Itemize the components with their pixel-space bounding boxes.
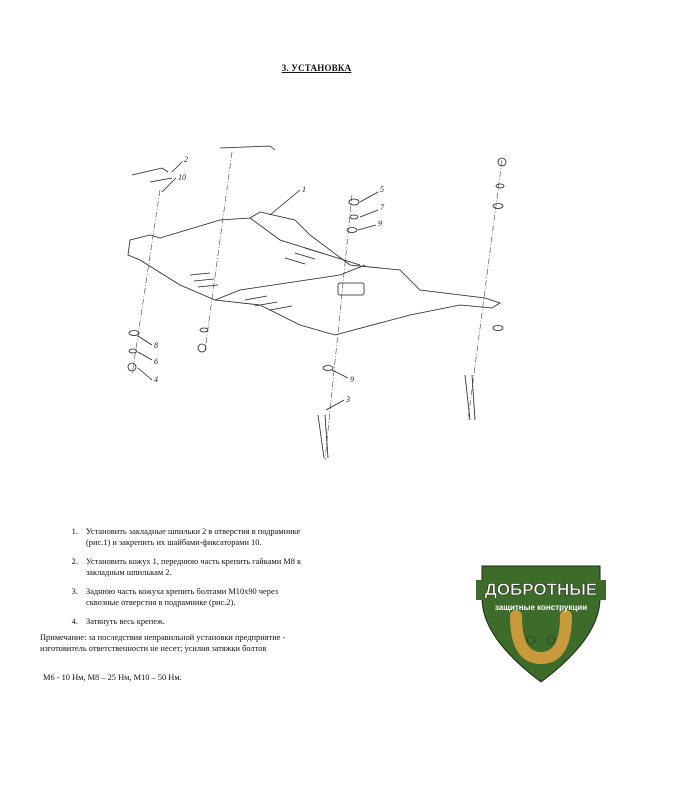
torque-values: М6 - 10 Нм, М8 – 25 Нм, М10 – 50 Нм.: [43, 673, 182, 682]
callout-5: 5: [380, 185, 384, 194]
installation-steps: [40, 526, 310, 635]
callout-10: 10: [178, 173, 186, 182]
logo-subtitle: защитные конструкции: [494, 603, 588, 612]
skid-plate: [128, 212, 500, 335]
logo-title: ДОБРОТНЫЕ: [484, 580, 598, 599]
callout-1: 1: [302, 185, 306, 194]
callout-8: 8: [154, 341, 158, 350]
callout-9a: 9: [378, 219, 382, 228]
step-1: 1. Установить закладные шпильки 2 в отверстия в подрамнике (рис.1) и закрепить их шайбами-фиксаторами 10.: [80, 526, 310, 548]
step-2: 2. Установить кожух 1, переднюю часть крепить гайками М8 к закладным шпилькам 2.: [80, 556, 310, 578]
callout-4: 4: [154, 375, 158, 384]
page-title: 3. УСТАНОВКА: [281, 63, 352, 73]
step-4: 4. Затянуть весь крепеж.: [80, 616, 310, 627]
step-3: 3. Заднюю часть кожуха крепить болтами М10х90 через сквозные отверстия в подрамнике (рис.2).: [80, 586, 310, 608]
callout-2: 2: [184, 155, 188, 164]
callout-6: 6: [154, 357, 158, 366]
exploded-assembly-diagram: [120, 140, 520, 470]
installation-drawing: [120, 140, 520, 470]
brand-logo: [476, 558, 606, 686]
callout-7: 7: [380, 203, 384, 212]
callout-3: 3: [346, 395, 350, 404]
callout-9b: 9: [350, 375, 354, 384]
installation-note: Примечание: за последствия неправильной установки предприятие - изготовитель ответственности не несет; усилия затяжки болтов: [40, 633, 286, 653]
